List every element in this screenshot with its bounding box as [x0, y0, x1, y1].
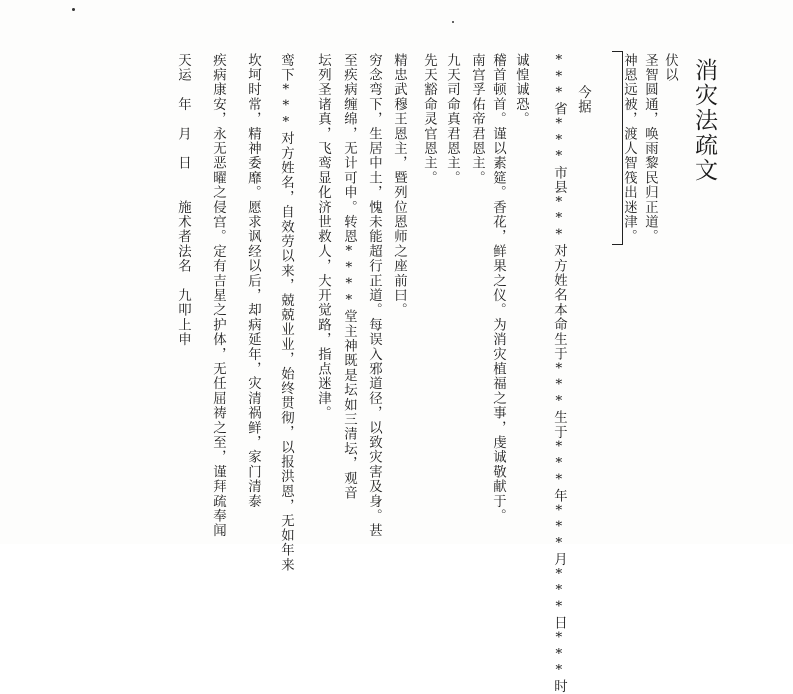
text-column-3: 神恩远被，渡人智筏出迷津。: [621, 53, 637, 245]
text-column-8: 南宫孚佑帝君恩主。: [469, 53, 485, 186]
text-column-15: 鸾下***对方姓名，自效劳以来，兢兢业业，始终贯彻，以报洪恩，无如年来: [278, 53, 294, 573]
text-column-7: 稽首顿首。谨以素筵。香花，鲜果之仪。为消灾植福之事，虔诚敬献于。: [490, 53, 506, 524]
text-column-4: 今据: [575, 85, 591, 115]
text-column-13: 至疾病缠绵，无计可申。转恩****堂主神既是坛如三清坛，观音: [341, 53, 357, 501]
text-column-17: 疾病康安，永无恶曜之侵宫。定有吉星之护体，无任屈祷之至，谨拜疏奉闻: [210, 53, 226, 539]
text-column-12: 穷念弯下，生居中土，愧未能超行正道。每误入邪道径，以致灾害及身。甚: [366, 53, 382, 539]
text-column-6: 诚惶诚恐。: [513, 53, 529, 127]
text-column-5: ***省***市县***对方姓名本命生于***生于***年***月***日***时: [551, 53, 567, 694]
text-column-9: 九天司命真君恩主。: [444, 53, 460, 186]
scan-speck: [452, 21, 454, 23]
document-title: 消灾法疏文: [691, 58, 717, 183]
text-column-18: 天运 年 月 日 施术者法名 九叩上申: [175, 53, 191, 347]
text-column-11: 精忠武穆王恩主，暨列位恩师之座前曰。: [391, 53, 407, 318]
text-column-14: 坛列圣诸真，飞鸾显化济世救人，大开觉路，指点迷津。: [315, 53, 331, 421]
text-column-10: 先天豁命灵官恩主。: [421, 53, 437, 186]
text-column-1: 伏以: [662, 53, 678, 83]
scan-speck: [72, 8, 75, 11]
text-column-2: 圣智圆通，唤雨黎民归正道。: [642, 53, 658, 245]
text-column-16: 坎坷时常，精神委靡。愿求讽经以后，却病延年，灾清祸鲜，家门清泰: [245, 53, 261, 509]
